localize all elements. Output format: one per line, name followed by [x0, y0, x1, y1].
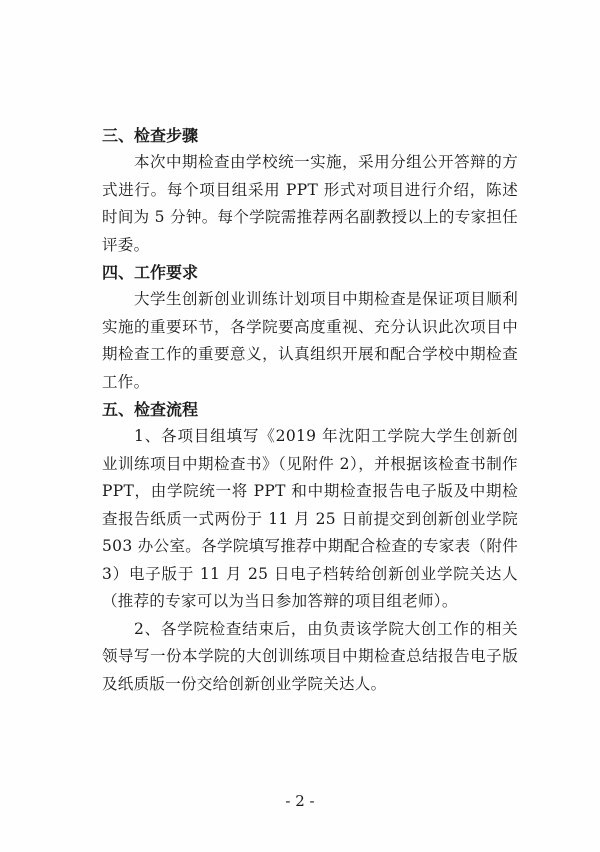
- paragraph: 大学生创新创业训练计划项目中期检查是保证项目顺利实施的重要环节，各学院要高度重视、充分认识此次项目中期检查工作的重要意义，认真组织开展和配合学校中期检查工作。: [102, 290, 518, 391]
- section-heading-inspection-process: 五、检查流程: [102, 400, 199, 419]
- document-body: [102, 122, 518, 698]
- paragraph: 本次中期检查由学校统一实施，采用分组公开答辩的方式进行。每个项目组采用 PPT 形式对项目进行介绍，陈述时间为 5 分钟。每个学院需推荐两名副教授以上的专家担任评委。: [102, 153, 518, 254]
- paragraph: 2、各学院检查结束后，由负责该学院大创工作的相关领导写一份本学院的大创训练项目中期检查总结报告电子版及纸质版一份交给创新创业学院关达人。: [102, 619, 518, 693]
- page-number: - 2 -: [285, 792, 315, 810]
- section-heading-work-requirements: 四、工作要求: [102, 263, 199, 282]
- section-heading-inspection-steps: 三、检查步骤: [102, 126, 199, 145]
- paragraph: 1、各项目组填写《2019 年沈阳工学院大学生创新创业训练项目中期检查书》（见附件 2），并根据该检查书制作 PPT，由学院统一将 PPT 和中期检查报告电子版及中期检查报告纸质一式两份于 11 月 25 日前提交到创新创业学院 503 办公室。各学院填写推荐中期配合检查的专家表（附件 3）电子版于 11 月 25 日电子档转给创新创业学院关达人（推荐的专家可以为当日参加答辩的项目组老师）。: [102, 427, 518, 610]
